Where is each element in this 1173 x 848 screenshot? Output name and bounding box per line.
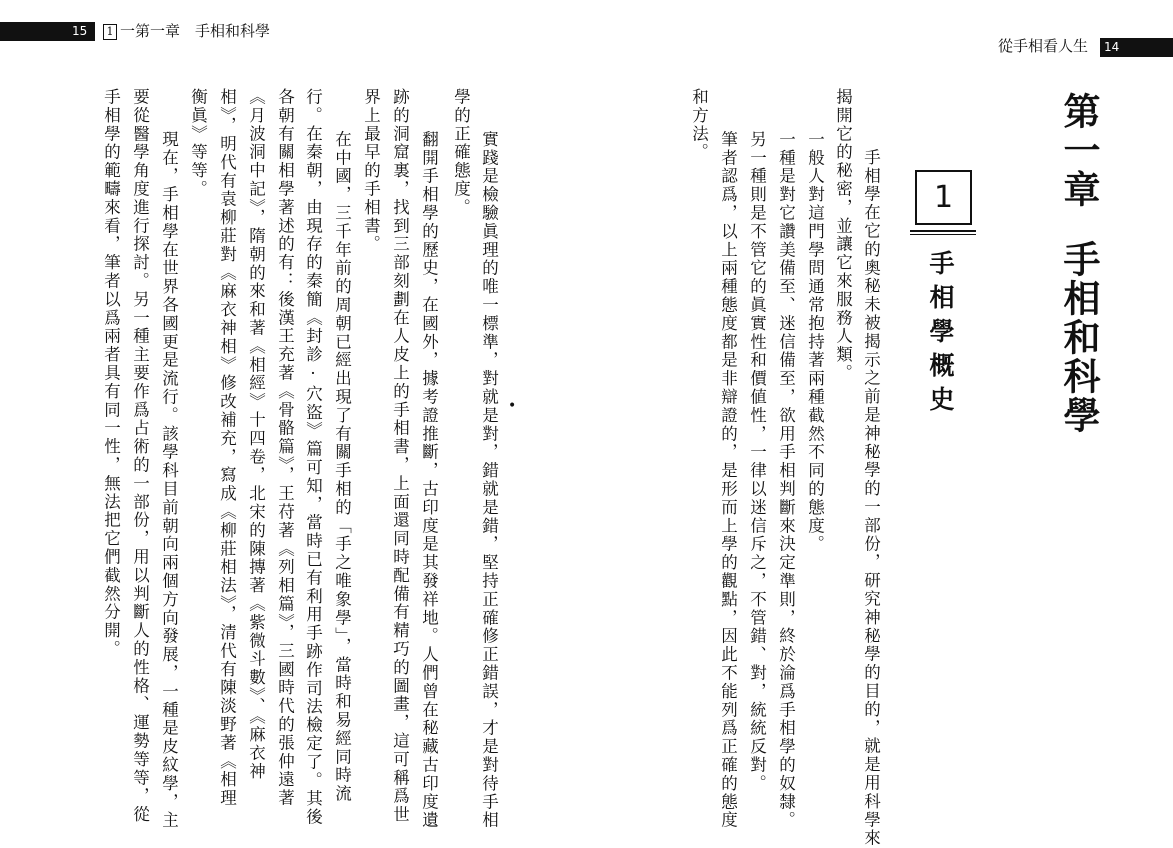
- left-page-number: 15: [72, 24, 88, 38]
- left-text-column: 在中國，三千年前的周朝已經出現了有關手相的「手之唯象學」，當時和易經同時流: [332, 112, 352, 803]
- left-text-column: 手相學的範疇來看，筆者以爲兩者具有同一性，無法把它們截然分開。: [101, 88, 121, 659]
- left-text-column: 學的正確態度。: [451, 88, 471, 217]
- left-text-column: 實踐是檢驗眞理的唯一標準，對就是對，錯就是錯，堅持正確修正錯誤，才是對待手相: [479, 112, 499, 830]
- left-text-column: 各朝有關相學著述的有：後漢王充著《骨骼篇》，王苻著《列相篇》，三國時代的張仲遠著: [275, 88, 295, 808]
- left-text-column: 現在，手相學在世界各國更是流行。該學科目前朝向兩個方向發展，一種是皮紋學，主: [159, 112, 179, 830]
- right-text-column: 一種是對它讚美備至、迷信備至，欲用手相判斷來決定準則，終於淪爲手相學的奴隸。: [776, 112, 796, 830]
- right-text-column: 一般人對這門學問通常抱持著兩種截然不同的態度。: [805, 112, 825, 554]
- left-text-column: 要從醫學角度進行探討。另一種主要作爲占術的一部份，用以判斷人的性格、運勢等等，從: [130, 88, 150, 824]
- right-running-title: 從手相看人生: [998, 37, 1089, 55]
- left-text-column: 相》，明代有袁柳莊對《麻衣神相》修改補充，寫成《柳莊相法》，清代有陳淡野著《相理: [217, 88, 237, 808]
- right-text-column: 手相學在它的奧秘未被揭示之前是神秘學的一部份，研究神秘學的目的，就是用科學來: [861, 130, 881, 848]
- right-page-number: 14: [1104, 40, 1120, 54]
- left-text-column: 行。在秦朝，由現存的秦簡《封診·穴盜》篇可知，當時已有利用手跡作司法檢定了。其後: [303, 88, 323, 827]
- left-text-column: 《月波洞中記》，隋朝的來和著《相經》十四卷，北宋的陳摶著《紫微斗數》、《麻衣神: [246, 88, 266, 781]
- section-rule-thick: [910, 230, 976, 232]
- section-rule-thin: [910, 234, 976, 235]
- stray-mark: •: [508, 398, 517, 414]
- section-number-box: 1: [915, 170, 972, 225]
- right-text-column: 筆者認爲，以上兩種態度都是非辯證的，是形而上學的觀點，因此不能列爲正確的態度: [718, 112, 738, 830]
- chapter-title: 手相和科學: [1057, 240, 1101, 435]
- running-header-box-number: 1: [103, 24, 117, 40]
- left-text-column: 界上最早的手相書。: [361, 88, 381, 254]
- left-text-column: 翻開手相學的歷史，在國外，據考證推斷，古印度是其發祥地。人們曾在秘藏古印度遺: [419, 112, 439, 830]
- right-text-column: 另一種則是不管它的眞實性和價値性，一律以迷信斥之，不管錯、對，統統反對。: [747, 112, 767, 793]
- left-text-column: 衡眞》等等。: [188, 88, 208, 199]
- chapter-title-number: 第一章: [1057, 92, 1101, 209]
- right-text-column: 和方法。: [689, 88, 709, 162]
- left-text-column: 跡的洞窟裏，找到三部刻劃在人皮上的手相書，上面還同時配備有精巧的圖畫，這可稱爲世: [390, 88, 410, 824]
- left-running-title: 一第一章 手相和科學: [120, 22, 271, 40]
- right-text-column: 揭開它的秘密，並讓它來服務人類。: [833, 88, 853, 383]
- left-running-header: [103, 20, 270, 42]
- section-subtitle: 手相學概史: [926, 250, 955, 420]
